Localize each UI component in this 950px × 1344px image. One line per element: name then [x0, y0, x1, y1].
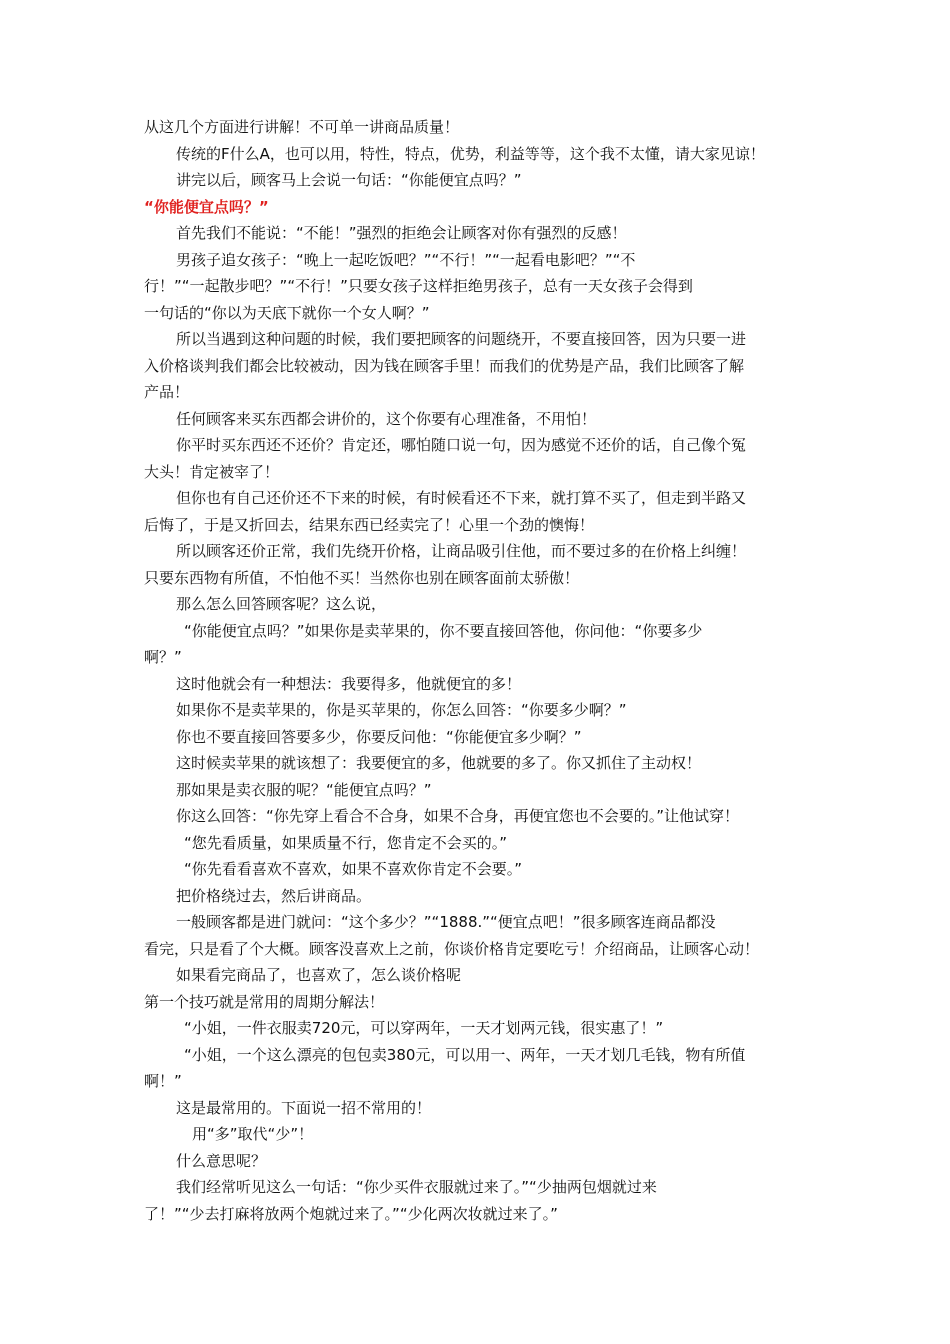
paragraph-line: 这时候卖苹果的就该想了：我要便宜的多，他就要的多了。你又抓住了主动权！ [176, 754, 702, 772]
paragraph-line: 了！”“少去打麻将放两个炮就过来了。”“少化两次妆就过来了。” [144, 1204, 558, 1223]
paragraph-line: 大头！肯定被宰了！ [144, 462, 280, 481]
section-heading: “你能便宜点吗？” [144, 197, 269, 216]
paragraph-line: 一句话的“你以为天底下就你一个女人啊？” [144, 303, 430, 322]
article-body [144, 114, 816, 1227]
paragraph-line: 你平时买东西还不还价？肯定还，哪怕随口说一句，因为感觉不还价的话，自己像个冤 [176, 436, 747, 454]
paragraph-line: 啊！” [144, 1072, 182, 1090]
paragraph-line: 第一个技巧就是常用的周期分解法！ [144, 992, 385, 1011]
paragraph-line: 你这么回答：“你先穿上看合不合身，如果不合身，再便宜您也不会要的。”让他试穿！ [176, 807, 740, 825]
paragraph-line: “小姐，一个这么漂亮的包包卖380元，可以用一、两年，一天才划几毛钱，物有所值 [184, 1045, 746, 1064]
paragraph-line: 那么怎么回答顾客呢？这么说， [176, 595, 387, 613]
paragraph-line: “你能便宜点吗？”如果你是卖苹果的，你不要直接回答他，你问他：“你要多少 [184, 621, 703, 640]
paragraph-line: 如果你不是卖苹果的，你是买苹果的，你怎么回答：“你要多少啊？” [176, 701, 627, 719]
paragraph-line: 讲完以后，顾客马上会说一句话：“你能便宜点吗？” [176, 171, 522, 189]
paragraph-line: 传统的F什么A，也可以用，特性，特点，优势，利益等等，这个我不太懂，请大家见谅！ [176, 144, 765, 163]
paragraph-line: 那如果是卖衣服的呢？“能便宜点吗？” [176, 780, 432, 799]
paragraph-line: 但你也有自己还价还不下来的时候，有时候看还不下来，就打算不买了，但走到半路又 [176, 489, 747, 507]
paragraph-line: 啊？” [144, 648, 182, 666]
paragraph-line: 所以当遇到这种问题的时候，我们要把顾客的问题绕开，不要直接回答，因为只要一进 [176, 330, 747, 348]
paragraph-line: 任何顾客来买东西都会讲价的，这个你要有心理准备，不用怕！ [176, 409, 597, 428]
paragraph-line: 如果看完商品了，也喜欢了，怎么谈价格呢 [176, 966, 462, 984]
paragraph-line: 把价格绕过去，然后讲商品。 [176, 886, 372, 905]
paragraph-line: 产品！ [144, 383, 190, 401]
paragraph-line: 看完，只是看了个大概。顾客没喜欢上之前，你谈价格肯定要吃亏！介绍商品，让顾客心动！ [144, 939, 760, 958]
paragraph-line: 行！”“一起散步吧？”“不行！”只要女孩子这样拒绝男孩子，总有一天女孩子会得到 [144, 277, 693, 295]
paragraph-line: 用“多”取代“少”！ [192, 1125, 314, 1143]
paragraph-line: “小姐，一件衣服卖720元，可以穿两年，一天才划两元钱，很实惠了！” [184, 1019, 664, 1037]
paragraph-line: 后悔了，于是又折回去，结果东西已经卖完了！心里一个劲的懊悔！ [144, 515, 595, 534]
paragraph-line: 这时他就会有一种想法：我要得多，他就便宜的多！ [176, 674, 522, 693]
paragraph-line: 入价格谈判我们都会比较被动，因为钱在顾客手里！而我们的优势是产品，我们比顾客了解 [144, 356, 745, 375]
paragraph-line: 你也不要直接回答要多少，你要反问他：“你能便宜多少啊？” [176, 727, 582, 746]
paragraph-line: 我们经常听见这么一句话：“你少买件衣服就过来了。”“少抽两包烟就过来 [176, 1178, 657, 1196]
paragraph-line: 什么意思呢？ [176, 1151, 267, 1170]
paragraph-line: 男孩子追女孩子：“晚上一起吃饭吧？”“不行！”“一起看电影吧？”“不 [176, 250, 636, 269]
paragraph-line: 首先我们不能说：“不能！”强烈的拒绝会让顾客对你有强烈的反感！ [176, 224, 627, 242]
paragraph-line: 只要东西物有所值，不怕他不买！当然你也别在顾客面前太骄傲！ [144, 568, 580, 587]
paragraph-line: 这是最常用的。下面说一招不常用的！ [176, 1098, 432, 1117]
paragraph-line: “您先看质量，如果质量不行，您肯定不会买的。” [184, 833, 508, 852]
paragraph-line: 所以顾客还价正常，我们先绕开价格，让商品吸引住他，而不要过多的在价格上纠缠！ [176, 542, 747, 560]
paragraph-line: 一般顾客都是进门就问：“这个多少？”“1888.”“便宜点吧！”很多顾客连商品都没 [176, 913, 716, 931]
paragraph-line: 从这几个方面进行讲解！不可单一讲商品质量！ [144, 118, 460, 136]
paragraph-line: “你先看看喜欢不喜欢，如果不喜欢你肯定不会要。” [184, 860, 523, 878]
